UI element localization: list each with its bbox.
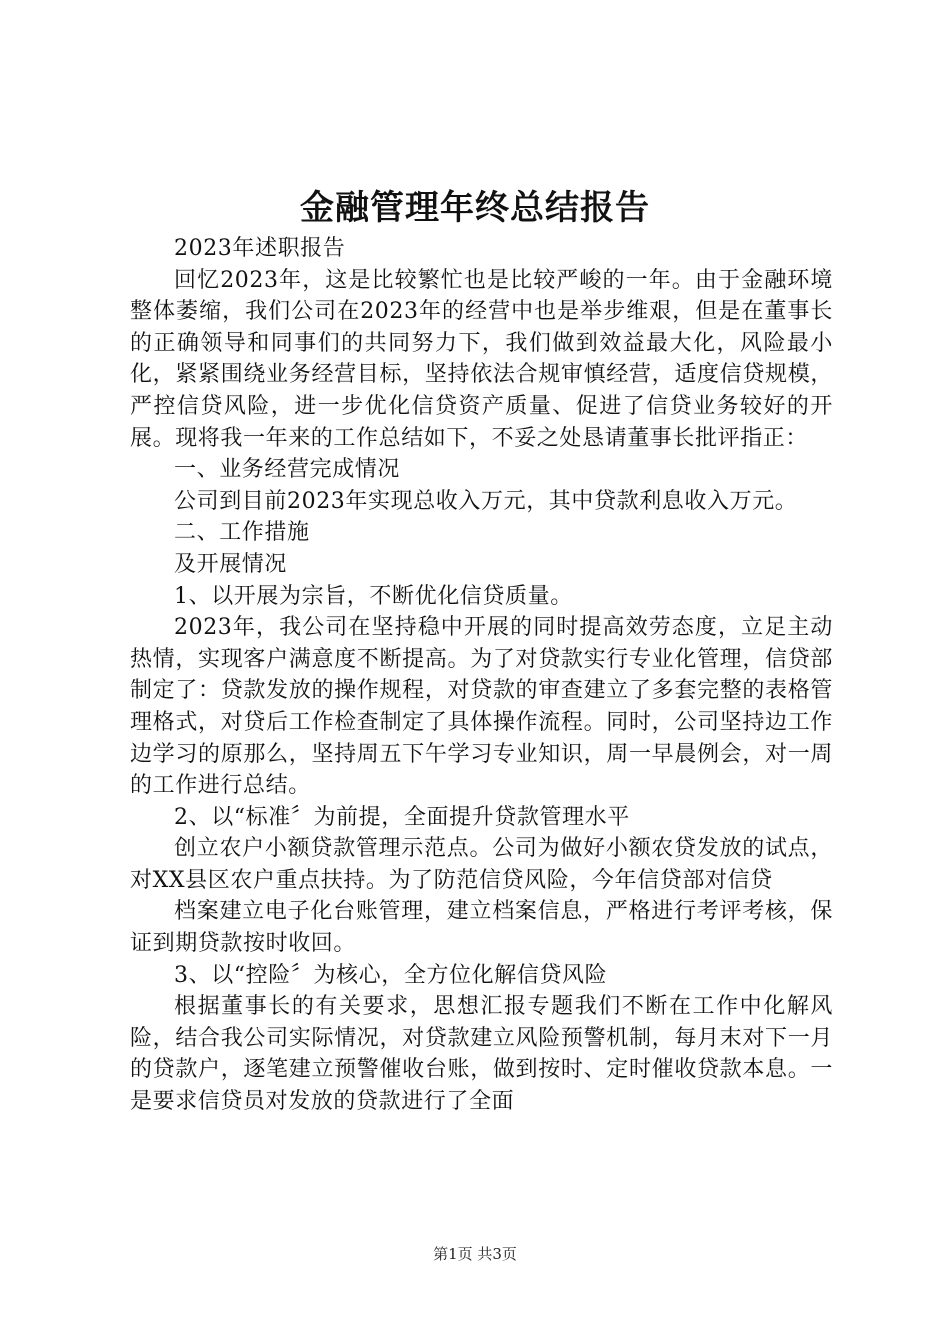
paragraph-demo-site: 创立农户小额贷款管理示范点。公司为做好小额农贷发放的试点，对XX县区农户重点扶持。为了防范信贷风险，今年信贷部对信贷 [130,836,833,893]
document-body [130,233,833,1118]
paragraph-report-heading: 2023年述职报告 [174,236,346,261]
subheading-risk-control: 3、以“控险〞为核心，全方位化解信贷风险 [174,962,608,988]
paragraph-archive: 档案建立电子化台账管理，建立档案信息，严格进行考评考核，保证到期贷款按时收回。 [130,899,833,957]
section-heading-measures: 二、工作措施 [174,520,310,546]
paragraph-revenue: 公司到目前2023年实现总收入万元，其中贷款利息收入万元。 [174,488,798,514]
subheading-credit-quality: 1、以开展为宗旨，不断优化信贷质量。 [174,583,573,609]
section-heading-business: 一、业务经营完成情况 [174,457,401,483]
paragraph-risk-control: 根据董事长的有关要求，思想汇报专题我们不断在工作中化解风险，结合我公司实际情况，对贷款建立风险预警机制，每月末对下一月的贷款户，逐笔建立预警催收台账，做到按时、定时催收贷款本息。一是要求信贷员对发放的贷款进行了全面 [130,994,833,1115]
page-number-footer: 第1页 共3页 [433,1245,517,1263]
section-heading-progress: 及开展情况 [174,551,288,577]
subheading-loan-management: 2、以“标准〞为前提，全面提升贷款管理水平 [174,804,630,830]
paragraph-credit-quality: 2023年，我公司在坚持稳中开展的同时提高效劳态度，立足主动热情，实现客户满意度不断提高。为了对贷款实行专业化管理，信贷部制定了：贷款发放的操作规程，对贷款的审查建立了多套完整的表格管理格式，对贷后工作检查制定了具体操作流程。同时，公司坚持边工作边学习的原那么，坚持周五下午学习专业知识，周一早晨例会，对一周的工作进行总结。 [130,615,833,799]
paragraph-intro: 回忆2023年，这是比较繁忙也是比较严峻的一年。由于金融环境整体萎缩，我们公司在2023年的经营中也是举步维艰，但是在董事长的正确领导和同事们的共同努力下，我们做到效益最大化，风险最小化，紧紧围绕业务经营目标，坚持依法合规审慎经营，适度信贷规模，严控信贷风险，进一步优化信贷资产质量、促进了信贷业务较好的开展。现将我一年来的工作总结如下，不妥之处恳请董事长批评指正： [130,267,833,451]
document-title: 金融管理年终总结报告 [300,188,650,228]
